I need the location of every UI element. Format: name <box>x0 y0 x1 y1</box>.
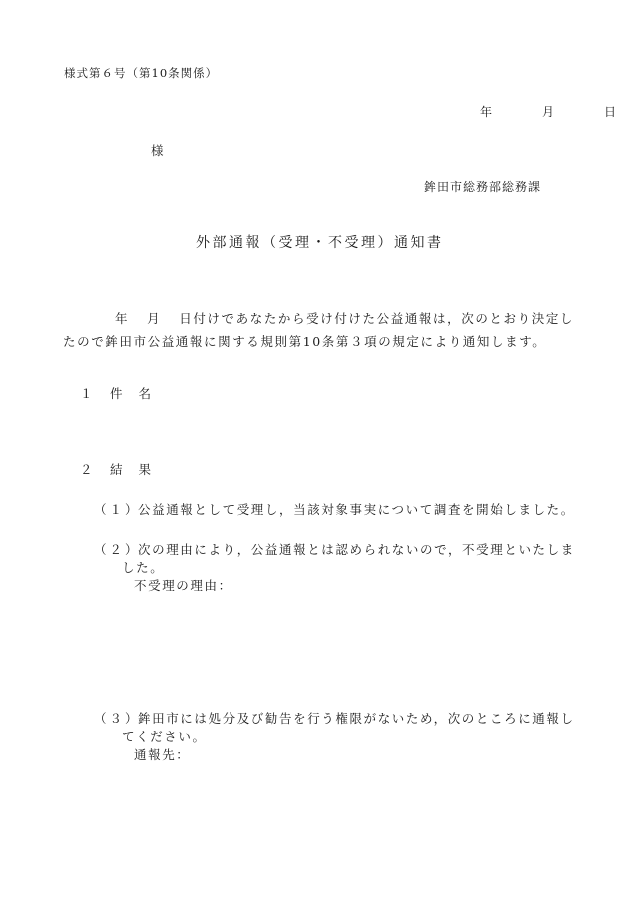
result-item-accepted <box>94 501 594 519</box>
item-text: 公益通報として受理し，当該対象事実について調査を開始しました。 <box>138 502 575 517</box>
body-month: 月 <box>147 311 162 326</box>
body-text-line1: 日付けであなたから受け付けた公益通報は，次のとおり決定し <box>179 311 575 326</box>
item-text: 次の理由により，公益通報とは認められないので，不受理といたしま <box>138 542 575 557</box>
item-text: 鉾田市には処分及び勧告を行う権限がないため，次のところに通報し <box>138 711 575 726</box>
item-label: （１） <box>94 502 141 517</box>
section-label: 結 果 <box>109 462 152 477</box>
date-line <box>480 106 616 118</box>
body-year: 年 <box>115 311 130 326</box>
issuer-name: 鉾田市総務部総務課 <box>424 180 542 194</box>
document-title: 外部通報（受理・不受理）通知書 <box>196 235 444 251</box>
section-label: 件 名 <box>109 386 152 401</box>
referral-destination-label: 通報先： <box>134 747 191 762</box>
rejection-reason-label: 不受理の理由： <box>134 578 233 593</box>
item-label: （２） <box>94 542 141 557</box>
body-paragraph <box>63 307 583 353</box>
date-year-label: 年 <box>480 105 493 119</box>
result-item-referral <box>94 710 588 764</box>
addressee-suffix: 様 <box>151 143 164 158</box>
item-text-continued: てください。 <box>122 729 207 744</box>
item-label: （３） <box>94 711 141 726</box>
section-number: ２ <box>80 462 93 477</box>
body-text-line2: たので鉾田市公益通報に関する規則第10条第３項の規定により通知します。 <box>63 334 547 349</box>
date-day-label: 日 <box>604 105 617 119</box>
date-month-label: 月 <box>542 105 555 119</box>
form-number: 様式第６号（第10条関係） <box>64 66 219 80</box>
section-number: １ <box>80 386 93 401</box>
item-text-continued: した。 <box>122 560 165 575</box>
section-result <box>80 464 167 477</box>
result-item-rejected <box>94 541 588 595</box>
section-subject <box>80 388 167 401</box>
